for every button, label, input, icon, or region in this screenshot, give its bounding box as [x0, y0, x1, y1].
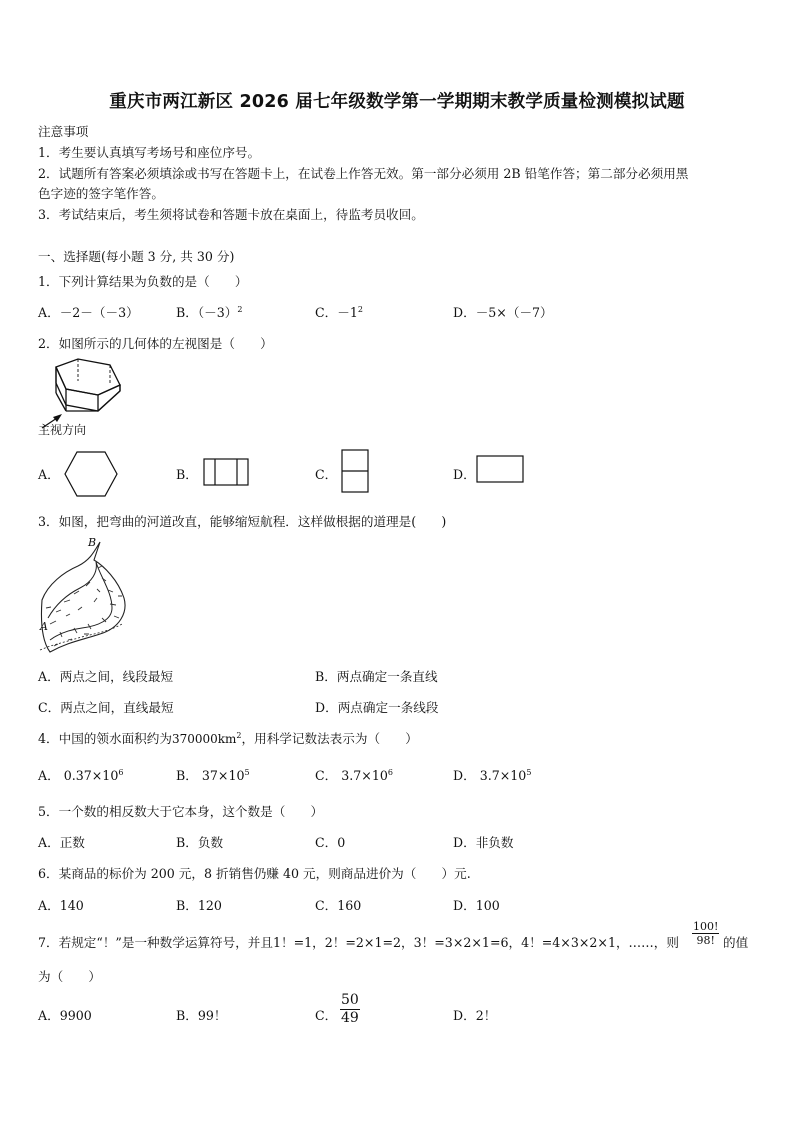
q3-stem: 3．如图，把弯曲的河道改直，能够缩短航程．这样做根据的道理是( ) — [38, 514, 447, 529]
q6-stem: 6．某商品的标价为 200 元，8 折销售仍赚 40 元，则商品进价为（ ）元. — [38, 866, 471, 881]
notice-item-1: 1．考生要认真填写考场号和座位序号。 — [38, 145, 261, 160]
q7-option-c-fraction: $\frac{50}{49}$ — [341, 992, 359, 1026]
q5-option-a: A．正数 — [38, 835, 85, 850]
river-figure — [38, 532, 130, 656]
q1-option-d: D．－5×（－7） — [453, 305, 553, 320]
q2-option-d: D． — [453, 467, 476, 482]
q3-option-b: B．两点确定一条直线 — [315, 669, 438, 684]
q7-option-d: D．2！ — [453, 1008, 497, 1023]
q4-stem: 4．中国的领水面积约为$370000km^2$，用科学记数法表示为（ ） — [38, 731, 418, 746]
two-stack-option-icon — [341, 449, 369, 493]
point-b-label: B — [88, 536, 97, 549]
q4-option-b: B． $37\times 10^5$ — [176, 768, 250, 783]
q7-fraction: $\frac{100!}{98!}$ — [693, 920, 719, 947]
q6-option-d: D．100 — [453, 898, 500, 913]
q5-option-d: D．非负数 — [453, 835, 514, 850]
point-a-label: A — [40, 620, 48, 633]
q4-option-a: A． $0.37\times 10^6$ — [38, 768, 124, 783]
notice-item-3: 3．考试结束后，考生须将试卷和答题卡放在桌面上，待监考员收回。 — [38, 207, 424, 222]
notice-item-2: 2．试题所有答案必须填涂或书写在答题卡上，在试卷上作答无效。第一部分必须用 2B 铅笔作答；第二部分必须用黑 — [38, 166, 689, 181]
q3-option-d: D．两点确定一条线段 — [315, 700, 439, 715]
q3-option-a: A．两点之间，线段最短 — [38, 669, 174, 684]
q5-option-b: B．负数 — [176, 835, 224, 850]
notice-heading: 注意事项 — [38, 124, 89, 139]
q7-option-b: B．99！ — [176, 1008, 227, 1023]
q1-option-b: B．$(-3)^2$ — [176, 305, 243, 320]
section-heading: 一、选择题(每小题 3 分, 共 30 分) — [38, 249, 235, 264]
q5-option-c: C．0 — [315, 835, 346, 850]
view-direction-label: 主视方向 — [38, 423, 87, 437]
notice-item-2-cont: 色字迹的签字笔作答。 — [38, 186, 164, 201]
q3-option-c: C．两点之间，直线最短 — [38, 700, 174, 715]
q2-option-c: C． — [315, 467, 338, 482]
rectangle-option-icon — [476, 455, 524, 483]
q7-stem-2: 为（ ） — [38, 969, 101, 984]
q1-stem: 1．下列计算结果为负数的是（ ） — [38, 274, 248, 289]
q5-stem: 5．一个数的相反数大于它本身，这个数是（ ） — [38, 804, 324, 819]
page-title: 重庆市两江新区 2026 届七年级数学第一学期期末教学质量检测模拟试题 — [109, 92, 685, 112]
q7-stem: 7．若规定“！”是一种数学运算符号，并且1！=1，2！=2×1=2，3！=3×2×1=6，4！=4×3×2×1，……，则 — [38, 935, 679, 950]
q2-option-b: B． — [176, 467, 198, 482]
q6-option-a: A．140 — [38, 898, 84, 913]
q4-option-c: C． $3.7\times 10^6$ — [315, 768, 393, 783]
q1-option-a: A．－2－（－3） — [38, 305, 139, 320]
hexagon-option-icon — [64, 451, 118, 497]
q7-stem-end: 的值 — [723, 935, 749, 950]
q4-option-d: D． $3.7\times 10^5$ — [453, 768, 532, 783]
q7-option-a: A．9900 — [38, 1008, 92, 1023]
q2-stem: 2．如图所示的几何体的左视图是（ ） — [38, 336, 273, 351]
three-rect-option-icon — [203, 458, 249, 486]
q6-option-c: C．160 — [315, 898, 362, 913]
q6-option-b: B．120 — [176, 898, 222, 913]
q7-option-c: C． — [315, 1008, 338, 1023]
q2-option-a: A． — [38, 467, 60, 482]
q1-option-c: C．$-1^2$ — [315, 305, 363, 320]
